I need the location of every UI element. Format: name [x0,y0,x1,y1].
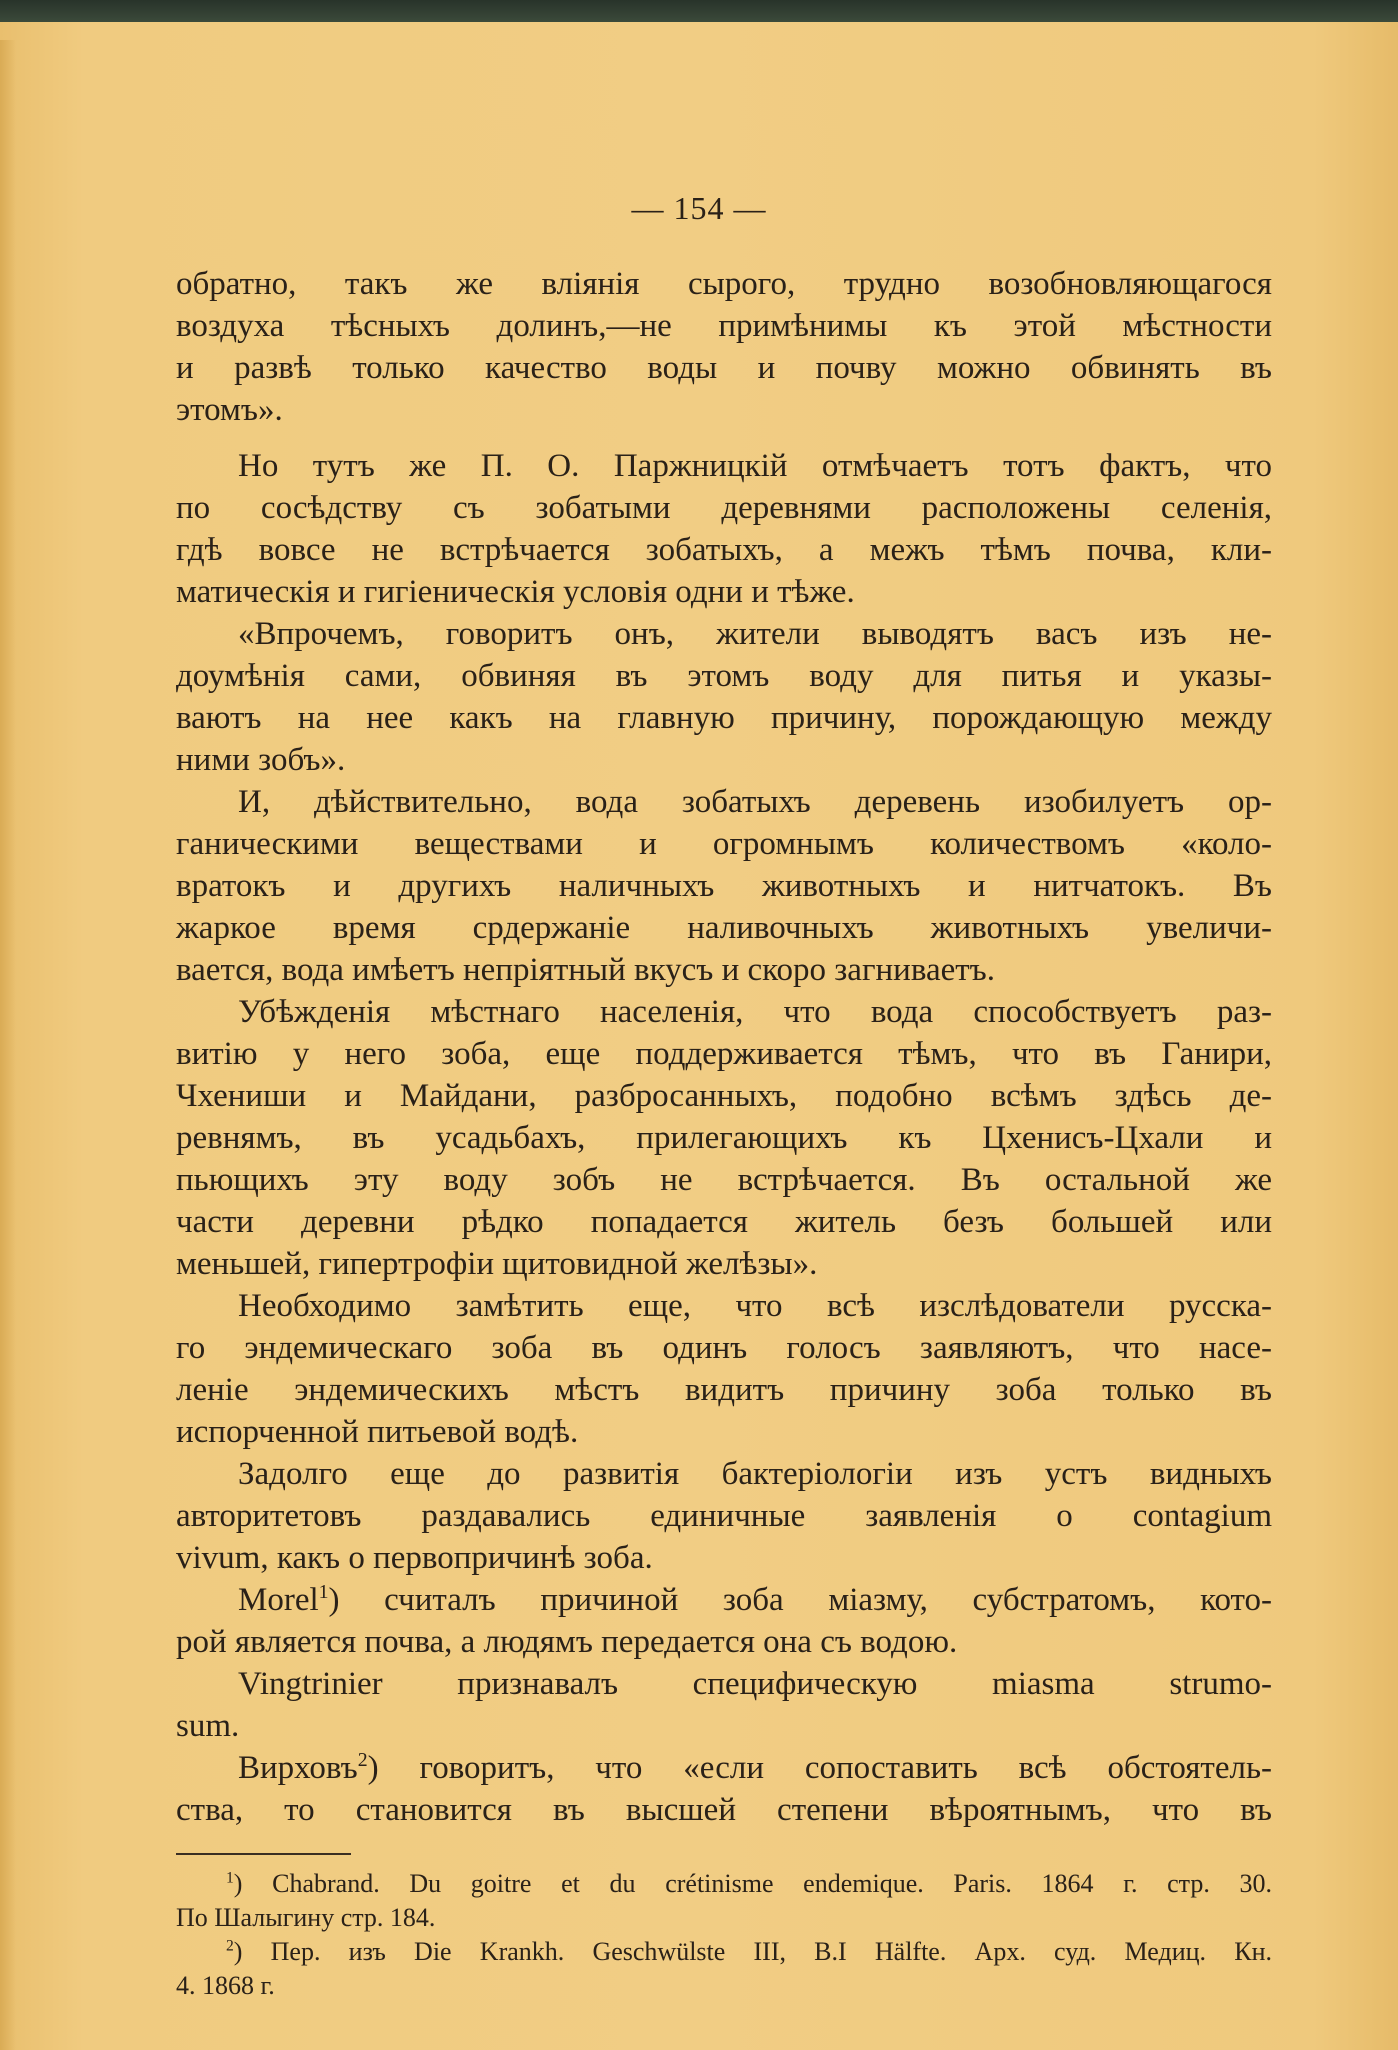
text-line: рой является почва, а людямъ передается она съ водою. [176,1624,958,1660]
paragraph-virchow [176,1747,1272,1831]
footnote-mark: 1 [318,1581,329,1603]
text-line: вается, вода имѣетъ непріятный вкусъ и скоро загниваетъ. [176,952,995,988]
page-number: — 154 — [631,190,767,226]
paragraph-vingtrinier [176,1663,1272,1747]
footnote-text: ) Пер. изъ Die Krankh. Geschwülste III, B.I Hälfte. Арх. суд. Медиц. Кн. [233,1937,1272,1966]
paragraph-vprochem [176,613,1272,781]
text-line: Чхениши и Майдани, разбросанныхъ, подобно всѣмъ здѣсь де- [176,1078,1272,1114]
page-sheet [0,20,1398,2050]
text-line: и развѣ только качество воды и почву можно обвинять въ [176,350,1272,386]
footnote-1-cont: По Шалыгину стр. 184. [176,1903,436,1932]
text-line: Но тутъ же П. О. Паржницкій отмѣчаетъ тотъ фактъ, что [238,448,1272,484]
text-line: Vingtrinier признавалъ специфическую miasma strumo- [238,1666,1272,1702]
text-line: ревнямъ, въ усадьбахъ, прилегающихъ къ Цхенисъ-Цхали и [176,1120,1272,1156]
footnote-1 [176,1867,1272,1901]
text-line: го эндемическаго зоба въ одинъ голосъ заявляютъ, что насе- [176,1330,1272,1366]
page-edge-shadow [0,40,16,2050]
text-line: ними зобъ». [176,742,346,778]
text-line: sum. [176,1708,240,1744]
text-line: пьющихъ эту воду зобъ не встрѣчается. Въ остальной же [176,1162,1272,1198]
text-line: авторитетовъ раздавались единичные заявленія о contagium [176,1498,1272,1534]
text-line: Необходимо замѣтить еще, что всѣ изслѣдователи русска- [238,1288,1272,1324]
author-name: Morel [238,1582,319,1618]
footnote-mark: 2 [226,1937,234,1955]
paragraph-ubezhdeniya [176,991,1272,1285]
text-fragment: ) считалъ причиной зоба міазму, субстратомъ, кото- [328,1582,1272,1618]
text-line: ганическими веществами и огромнымъ количествомъ «коло- [176,826,1272,862]
text-line: испорченной питьевой водѣ. [176,1414,579,1450]
text-line [176,1579,1272,1621]
text-line: матическія и гигіеническія условія одни и тѣже. [176,574,855,610]
text-line: по сосѣдству съ зобатыми деревнями расположены селенія, [176,490,1272,526]
footnote-mark: 1 [226,1869,234,1887]
paragraph-parzhnitsky [176,445,1272,613]
text-line: доумѣнія сами, обвиняя въ этомъ воду для питья и указы- [176,658,1272,694]
text-line: ства, то становится въ высшей степени вѣроятнымъ, что въ [176,1792,1272,1828]
scan-top-edge [0,0,1398,22]
paragraph-deistvitelno [176,781,1272,991]
text-line: Убѣжденія мѣстнаго населенія, что вода способствуетъ раз- [238,994,1272,1030]
text-line: части деревни рѣдко попадается житель безъ большей или [176,1204,1272,1240]
text-line: И, дѣйствительно, вода зобатыхъ деревень изобилуетъ ор- [238,784,1272,820]
text-line: воздуха тѣсныхъ долинъ,—не примѣнимы къ этой мѣстности [176,308,1272,344]
footnote-2-cont: 4. 1868 г. [176,1971,275,2000]
footnote-2 [176,1935,1272,1969]
text-line: гдѣ вовсе не встрѣчается зобатыхъ, а межъ тѣмъ почва, кли- [176,532,1272,568]
text-line: вратокъ и другихъ наличныхъ животныхъ и нитчатокъ. Въ [176,868,1272,904]
text-line [176,1747,1272,1789]
paragraph-zadolgo [176,1453,1272,1579]
text-line: витію у него зоба, еще поддерживается тѣмъ, что въ Ганири, [176,1036,1272,1072]
text-line: леніе эндемическихъ мѣстъ видитъ причину зоба только въ [176,1372,1272,1408]
text-line: жаркое время срдержаніе наливочныхъ животныхъ увеличи- [176,910,1272,946]
footnote-mark: 2 [357,1749,368,1771]
text-line: Задолго еще до развитія бактеріологіи изъ устъ видныхъ [238,1456,1272,1492]
text-line: меньшей, гипертрофіи щитовидной желѣзы». [176,1246,818,1282]
text-line: этомъ». [176,392,283,428]
text-fragment: ) говоритъ, что «если сопоставить всѣ обстоятель- [367,1750,1272,1786]
paragraph-neobkhodimo [176,1285,1272,1453]
text-line: обратно, такъ же вліянія сырого, трудно возобновляющагося [176,266,1272,302]
text-line: «Впрочемъ, говоритъ онъ, жители выводятъ васъ изъ не- [238,616,1272,652]
footnote-divider [176,1853,351,1855]
paragraph-morel [176,1579,1272,1663]
text-line: vivum, какъ о первопричинѣ зоба. [176,1540,653,1576]
body-text [176,263,1272,431]
footnote-text: ) Chabrand. Du goitre et du crétinisme endemique. Paris. 1864 г. стр. 30. [233,1869,1272,1898]
author-name: Вирховъ [238,1750,358,1786]
text-line: ваютъ на нее какъ на главную причину, порождающую между [176,700,1272,736]
